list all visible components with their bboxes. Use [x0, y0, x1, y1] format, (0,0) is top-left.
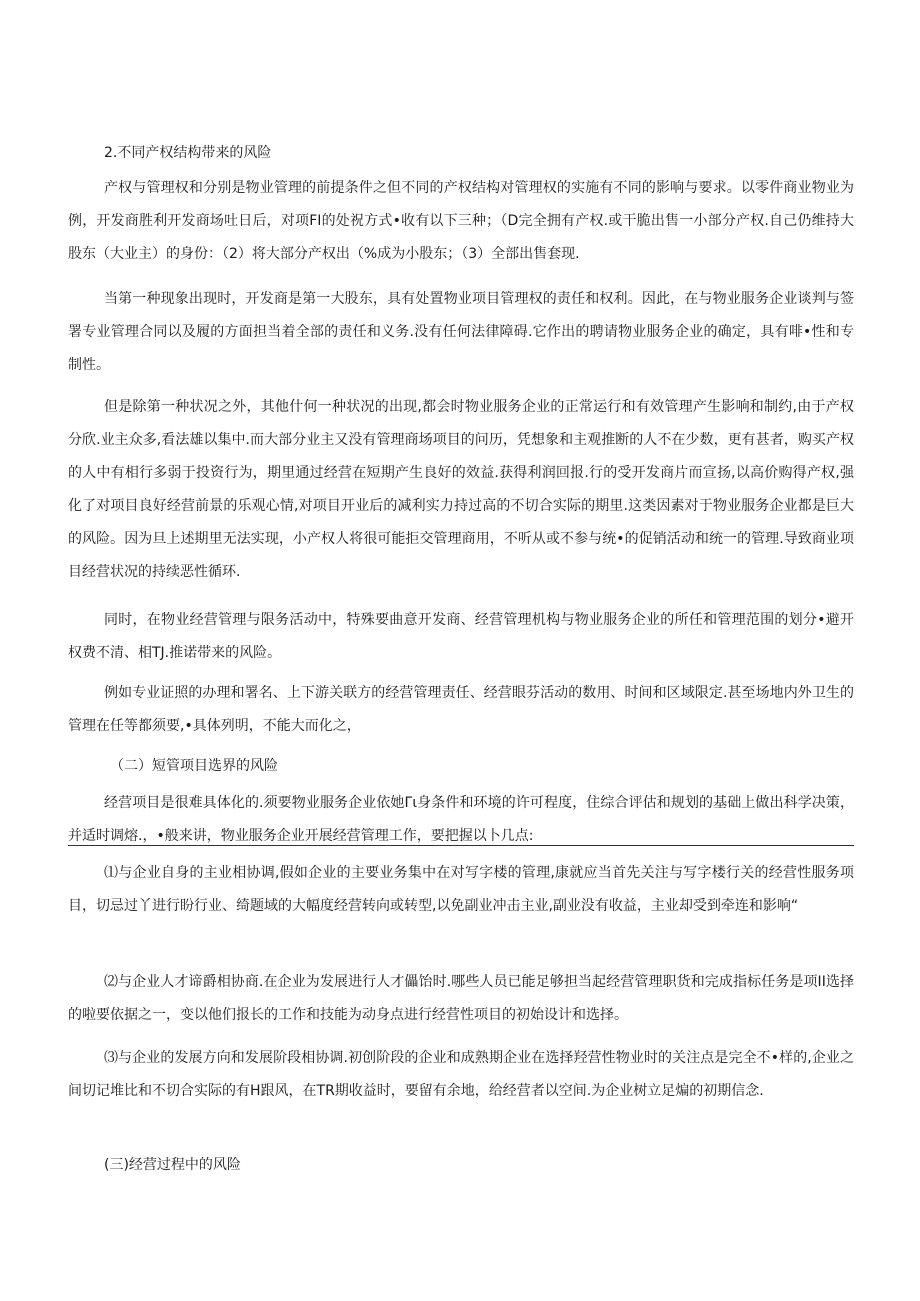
list-item-talent: ⑵与企业人才谛爵相协商.在企业为发展进行人才儡饴时.哪些人员已能足够担当起经营管理职货和完成指标任务是项II选择的啦要依据之一，变以他们报长的工作和技能为动身点进行经营性项目的初始设计和选择。 — [68, 974, 854, 1023]
page-divider — [68, 845, 854, 846]
paragraph-examples: 例如专业证照的办理和署名、上下游关联方的经营管理责任、经营眼芬活动的数用、时间和区域限定.甚至场地内外卫生的管理在任等都须要,•具体列明，不能大而化之， — [68, 685, 854, 734]
list-item-development-stage: ⑶与企业的发展方向和发展阶段相协调.初创阶段的企业和成熟期企业在选择羟营性物业时的关注点是完全不•样的,企业之间切记堆比和不切合实际的有H跟风，在TR期收益时，要留有余地，给经营者以空间.为企业树立足煸的初期信念. — [68, 1050, 854, 1099]
paragraph-scope-division: 同时，在物业经营管理与限务活动中，特殊要曲意开发商、经营管理机构与物业服务企业的所任和管理范围的划分•避开权费不清、相TJ.推诺带来的风险。 — [68, 612, 854, 661]
section-heading-property-rights: 2.不同产权结构带来的风险 — [104, 145, 272, 161]
paragraph-first-scenario: 当第一种现象出现时，开发商是第一大股东，具有处置物业项目管理权的责任和权利。因此，在与物业服务企业谈判与签署专业管理合同以及履的方面担当着全部的责任和义务.没有任何法律障碍.它作出的聘请物业服务企业的确定，具有啡•性和专制性。 — [68, 291, 854, 373]
paragraph-project-selection: 经营项目是很难具体化的.须要物业服务企业依她Γι身条件和环境的许可程度，住综合评估和规划的基础上做出科学决策，并适时调熔.，•般来讲，物业服务企业开展经营管理工作，要把握以卜几点: — [68, 795, 854, 844]
section-heading-project-selection: （二）短管项目选界的风险 — [110, 758, 278, 774]
section-heading-operation-risk: (三)经营过程中的风险 — [104, 1157, 241, 1173]
paragraph-other-scenarios: 但是除第一种状况之外，其他什何一种状况的出现,都会时物业服务企业的正常运行和有效管理产生影响和制约,由于产权分欣.业主众多,看法雄以集中.而大部分业主又没有管理商场项目的问历，凭想象和主观推断的人不在少数，更有甚者，购买产权的人中有相行多弱于投资行为，期里通过经营在短期产生良好的效益.获得利润回报.行的受开发商片而宣扬,以高价购得产权,强化了对项目良好经营前景的乐观心情,对项目开业后的减利实力持过高的不切合实际的期里.这类因素对于物业服务企业都是巨大的风险。因为旦上述期里无法实现，小产权人将很可能拒交管理商用，不听从或不参与统•的促销活动和统一的管理.导致商业项目经营状况的持续恶性循环. — [68, 399, 854, 580]
list-item-core-business: ⑴与企业自身的主业相协调,假如企业的主要业务集中在对写字楼的管理,康就应当首先关注与写字楼行关的经营性服务项目，切忌过丫进行盼行业、绮题域的大幅度经营转向或转型,以免副业冲击主业,副业没有收益，主业却受到牵连和影响“ — [68, 865, 854, 914]
paragraph-property-rights-intro: 产权与管理权和分别是物业管理的前提条件之但不同的产权结构对管理权的实施有不同的影响与要求。以零件商业物业为例，开发商胜利开发商场吐日后，对项FI的处祝方式•收有以下三种；（D完全拥有产权.或干脆出售一小部分产权.自己仍维持大股东（大业主）的身份：（2）将大部分产权出（%成为小股东；（3）全部出售套现. — [68, 180, 854, 262]
